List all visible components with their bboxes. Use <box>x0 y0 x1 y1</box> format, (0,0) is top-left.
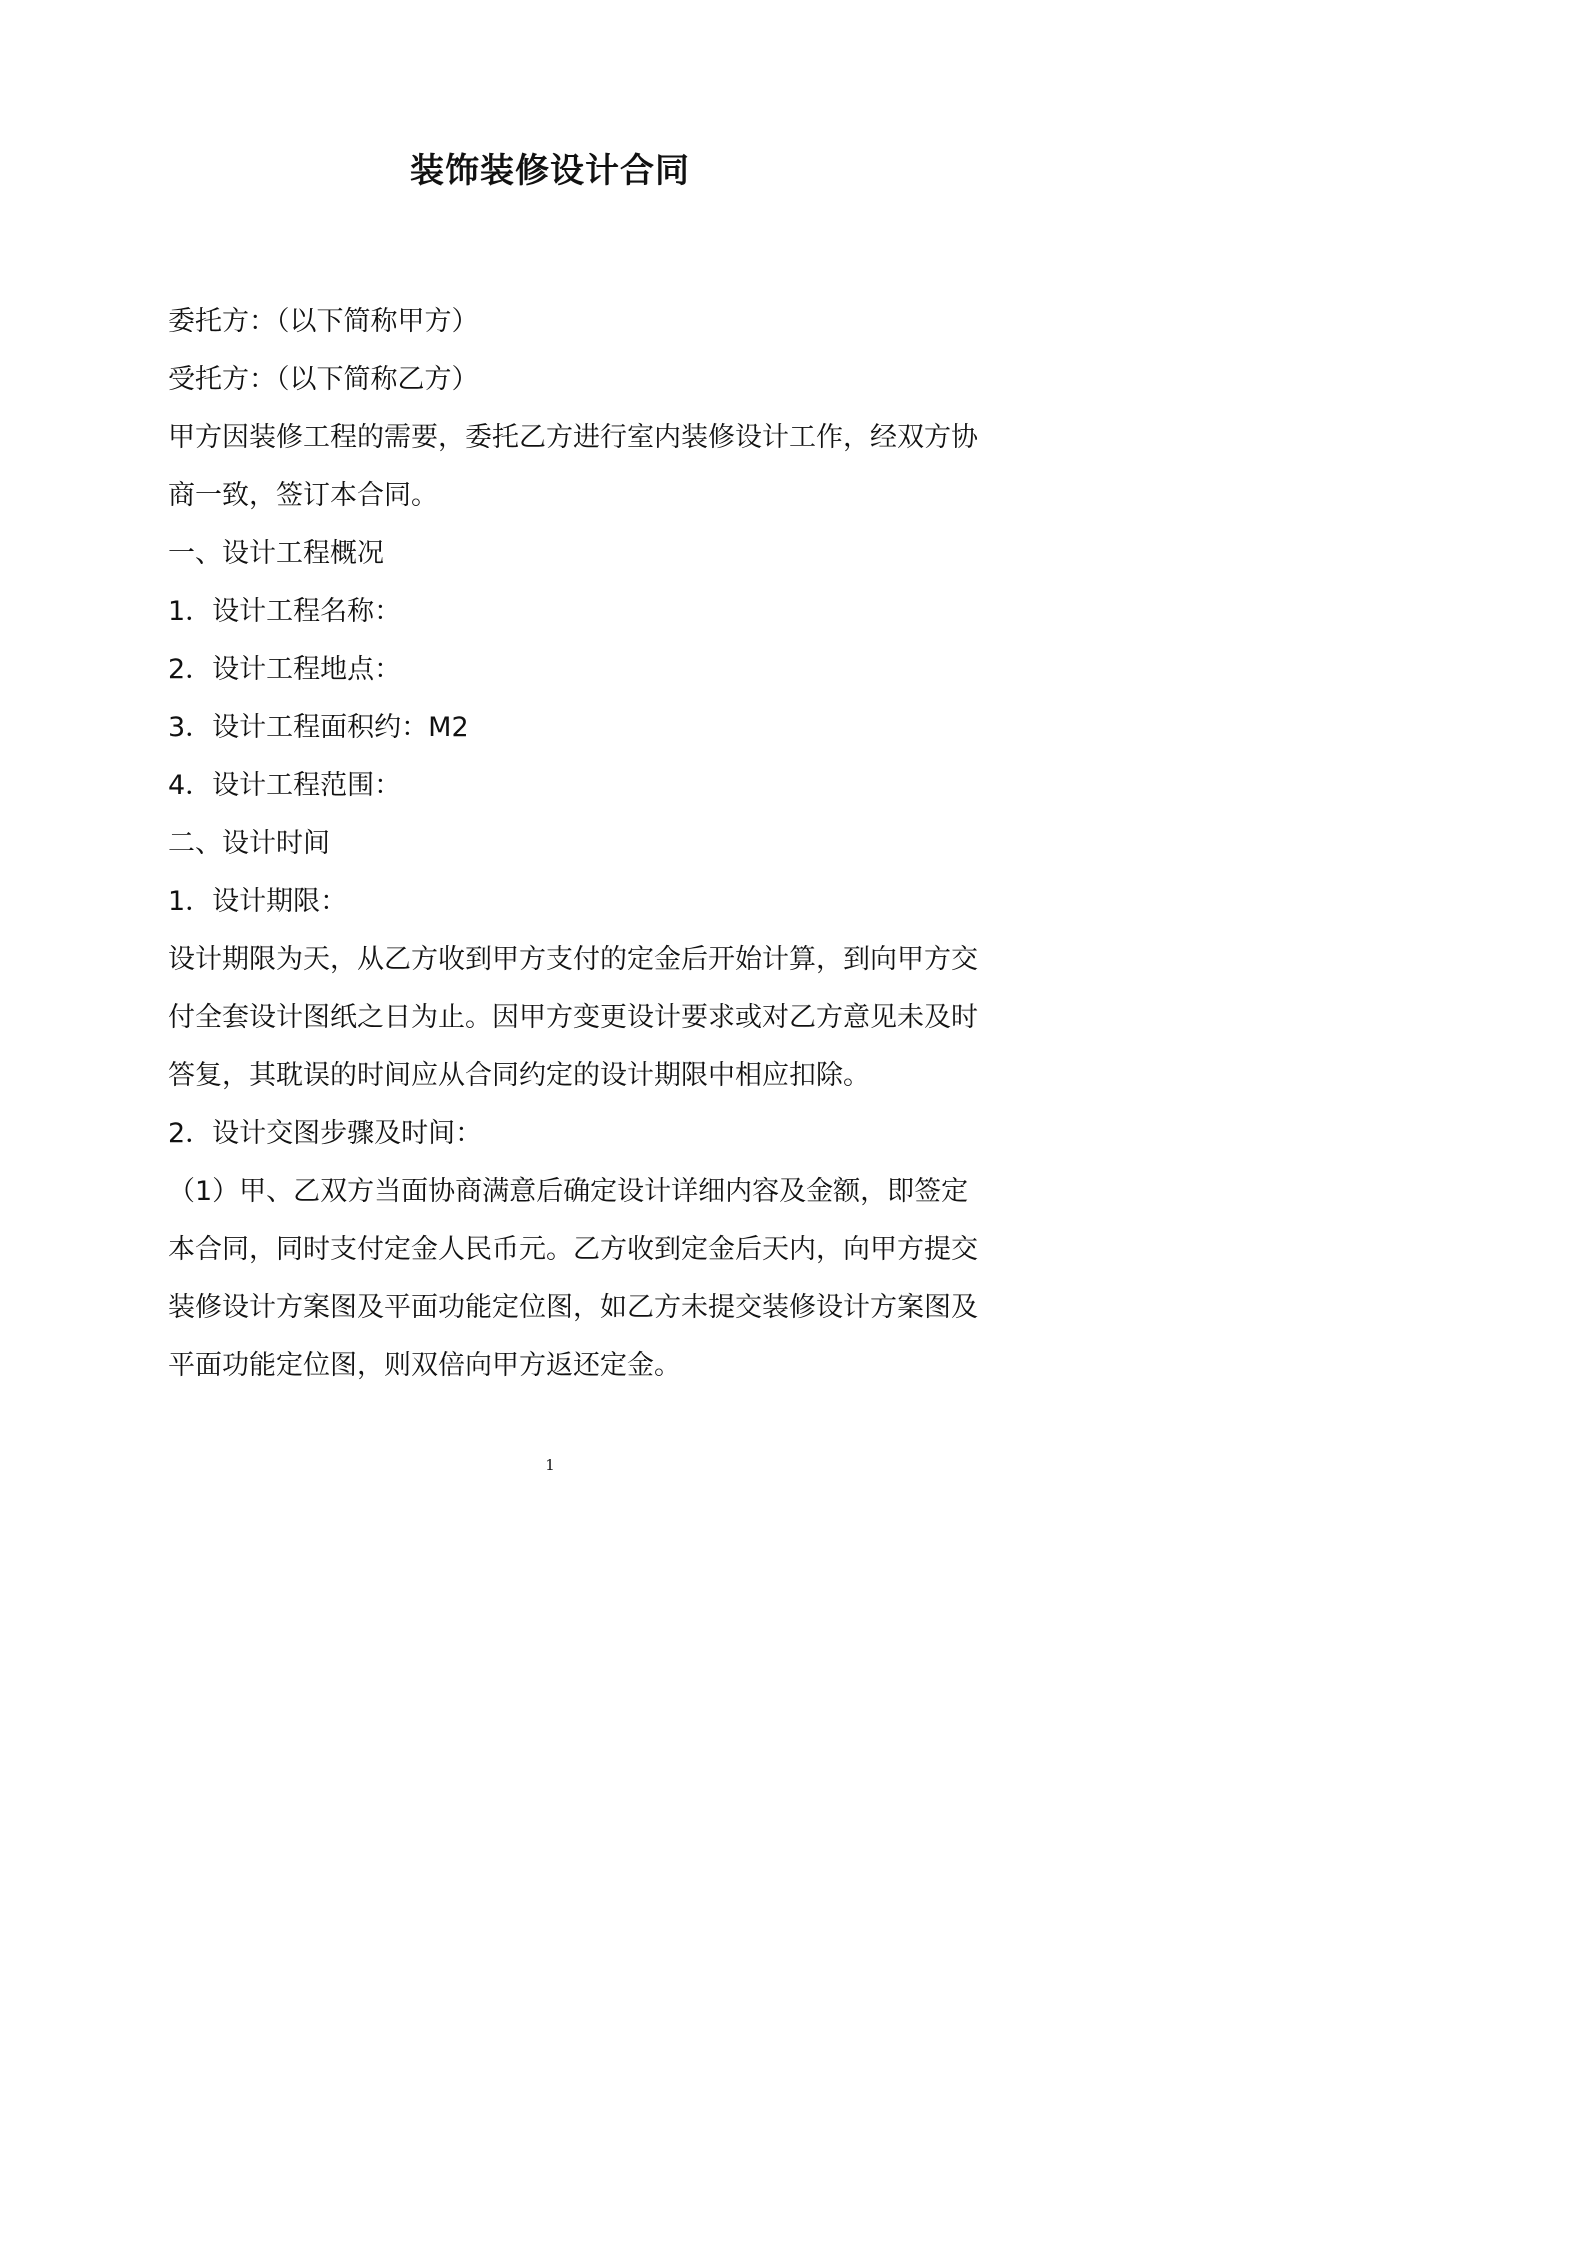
text-line-project-area: 3．设计工程面积约：M2 <box>168 712 469 743</box>
text-line-project-location: 2．设计工程地点： <box>168 654 402 685</box>
text-line-project-scope: 4．设计工程范围： <box>168 770 402 801</box>
document-title: 装饰装修设计合同 <box>410 151 690 191</box>
text-line-period-detail-2: 付全套设计图纸之日为止。因甲方变更设计要求或对乙方意见未及时 <box>168 1002 978 1033</box>
text-line-preamble: 甲方因装修工程的需要，委托乙方进行室内装修设计工作，经双方协 <box>168 422 978 453</box>
text-line-preamble-cont: 商一致，签订本合同。 <box>168 480 438 511</box>
text-line-project-name: 1．设计工程名称： <box>168 596 402 627</box>
text-line-client: 委托方：（以下简称甲方） <box>168 306 479 337</box>
text-line-step1-3: 装修设计方案图及平面功能定位图，如乙方未提交装修设计方案图及 <box>168 1292 978 1323</box>
section-heading-design-time: 二、设计时间 <box>168 828 330 859</box>
document-body <box>168 293 978 1395</box>
document-page <box>0 0 1100 1556</box>
page-number: 1 <box>545 1456 555 1474</box>
text-line-delivery-steps: 2．设计交图步骤及时间： <box>168 1118 483 1149</box>
text-line-period-detail-1: 设计期限为天，从乙方收到甲方支付的定金后开始计算，到向甲方交 <box>168 944 978 975</box>
text-line-step1-2: 本合同，同时支付定金人民币元。乙方收到定金后天内，向甲方提交 <box>168 1234 978 1265</box>
text-line-contractor: 受托方：（以下简称乙方） <box>168 364 479 395</box>
text-line-step1-4: 平面功能定位图，则双倍向甲方返还定金。 <box>168 1350 681 1381</box>
section-heading-overview: 一、设计工程概况 <box>168 538 384 569</box>
text-line-step1-1: （1）甲、乙双方当面协商满意后确定设计详细内容及金额，即签定 <box>168 1176 969 1207</box>
text-line-period-detail-3: 答复，其耽误的时间应从合同约定的设计期限中相应扣除。 <box>168 1060 870 1091</box>
text-line-design-period: 1．设计期限： <box>168 886 348 917</box>
